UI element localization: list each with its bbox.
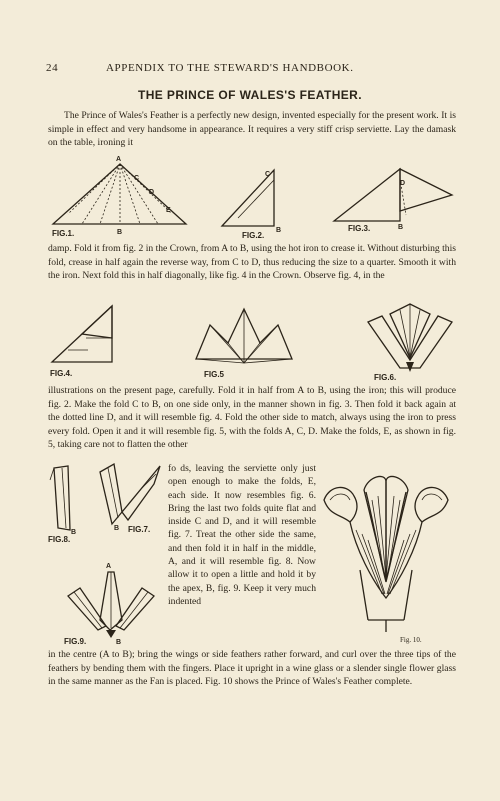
figure-8-label: FIG.8.	[48, 535, 71, 544]
paragraph-intro: The Prince of Wales's Feather is a perfectly new design, invented especially for the present work. It is simple in effect and very handsome in appearance. It requires a very stiff crisp serviette. Lay the damask on the table, ironing it	[48, 110, 456, 149]
fold-letter-b: B	[276, 227, 282, 234]
fold-letter-b: B	[114, 525, 120, 532]
figure-1-label: FIG.1.	[52, 229, 75, 238]
paragraph-4: fo ds, leaving the serviette only just open enough to make the folds, E, each side. It now resembles fig. 6. Bring the last two folds quite flat and inside C and D, and it will resemble fig. 7. Treat the other side the same, and then fold it in half in the middle, A, and it will resemble fig. 8. Now allow it to open a little and hold it by the apex, B, fig. 9. Keep it very much indented	[168, 463, 316, 607]
figure-10-label: Fig. 10.	[400, 636, 422, 644]
fold-letter-b: B	[398, 224, 404, 231]
figure-6-label: FIG.6.	[374, 373, 397, 382]
fold-letter-a: A	[116, 156, 122, 163]
running-title: APPENDIX TO THE STEWARD'S HANDBOOK.	[106, 62, 354, 74]
figure-3-label: FIG.3.	[348, 224, 371, 233]
figure-7	[94, 456, 166, 538]
fold-letter-c: C	[134, 175, 140, 182]
figure-9-label: FIG.9.	[64, 637, 87, 646]
fold-letter-b: B	[116, 639, 122, 646]
figure-9	[62, 560, 162, 648]
figure-5	[190, 303, 300, 381]
fold-letter-b: B	[71, 529, 77, 536]
figure-5-label: FIG.5	[204, 370, 225, 379]
fold-letter-d: D	[149, 189, 155, 196]
figure-4-label: FIG.4.	[50, 369, 73, 378]
figure-6	[362, 300, 458, 382]
page-number: 24	[46, 62, 59, 74]
figure-2	[218, 160, 298, 240]
page-title: THE PRINCE OF WALES'S FEATHER.	[138, 88, 362, 102]
fold-letter-b: B	[117, 229, 123, 236]
figure-8	[46, 462, 86, 544]
fold-letter-e: E	[166, 207, 171, 214]
figure-10	[316, 470, 456, 646]
paragraph-5: in the centre (A to B); bring the wings or side feathers rather forward, and curl over the three tips of the feathers by bending them with the fingers. Place it upright in a wine glass or a slender single flower glass in the same manner as the Fan is placed. Fig. 10 shows the Prince of Wales's Feather complete.	[48, 649, 456, 688]
figure-3	[330, 155, 455, 240]
figure-1	[48, 150, 188, 240]
figure-2-label: FIG.2.	[242, 231, 265, 240]
figure-4	[48, 298, 128, 380]
paragraph-2: damp. Fold it from fig. 2 in the Crown, from A to B, using the hot iron to crease it. Without disturbing this fold, crease in half again the reverse way, from C to D, thus reducing the size to a quarter. Smooth it with the iron. Next fold this in half diagonally, like fig. 4 in the Crown. Observe fig. 4, in the	[48, 243, 456, 282]
paragraph-3: illustrations on the present page, carefully. Fold it in half from A to B, using the iron; this will produce fig. 2. Make the fold C to B, on one side only, in the manner shown in fig. 3. Then fold it back again at the dotted line D, and it will resemble fig. 4. Fold the other side to match, always using the iron to press every fold. Open it and it will resemble fig. 5, with the folds A, C, D. Make the folds, E, as shown in fig. 5, taking care not to flatten the other	[48, 385, 456, 451]
fold-letter-d: D	[400, 180, 406, 187]
fold-letter-c: C	[265, 171, 271, 178]
figure-7-label: FIG.7.	[128, 525, 151, 534]
fold-letter-a: A	[106, 563, 112, 570]
